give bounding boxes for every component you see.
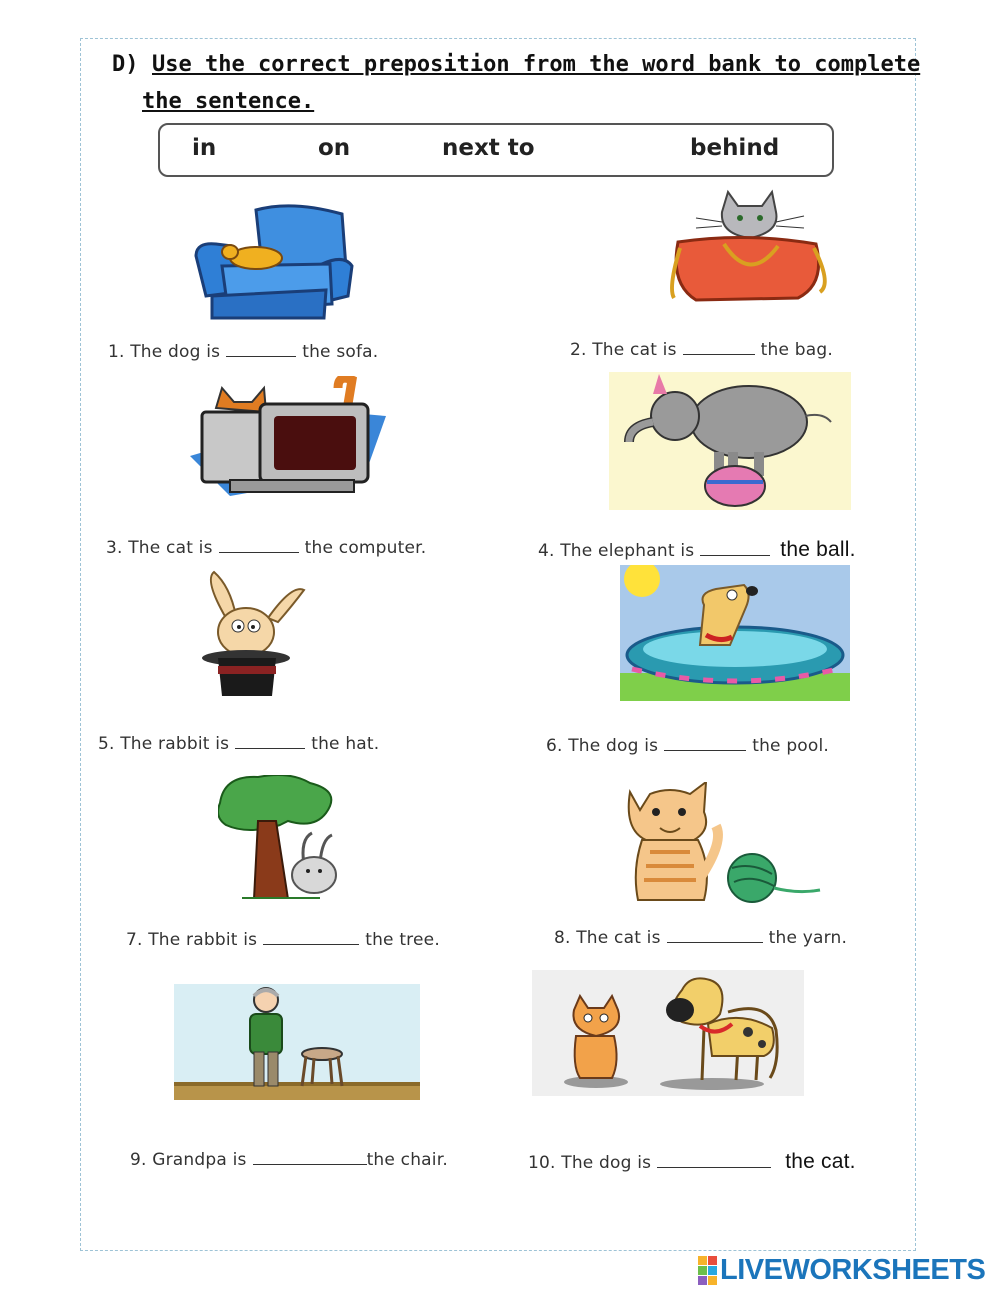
rabbit-hat-image: [196, 570, 308, 702]
brand-name: LIVEWORKSHEETS: [720, 1253, 986, 1286]
word-bank-in: in: [192, 135, 217, 161]
question-6-blank[interactable]: [664, 736, 746, 751]
question-4-blank[interactable]: [700, 541, 770, 556]
question-1-end: the sofa.: [302, 342, 379, 362]
question-10-blank[interactable]: [657, 1153, 771, 1168]
rabbit-tree-image: [218, 775, 346, 899]
question-2: [570, 340, 833, 360]
sofa-dog-image: [192, 200, 357, 322]
word-bank-behind: behind: [690, 135, 780, 161]
instructions-line-1: Use the correct preposition from the word bank to complete: [152, 52, 921, 77]
word-bank: [158, 123, 834, 177]
question-8-blank[interactable]: [667, 928, 763, 943]
question-3: [106, 538, 426, 558]
liveworksheets-logo[interactable]: [698, 1254, 985, 1286]
question-6-text: 6. The dog is: [546, 736, 659, 756]
section-letter: D): [112, 52, 139, 77]
question-1-blank[interactable]: [226, 342, 296, 357]
question-10-end: the cat.: [785, 1150, 856, 1173]
question-9-text: 9. Grandpa is: [130, 1150, 247, 1170]
question-10-text: 10. The dog is: [528, 1153, 652, 1173]
question-5: [98, 734, 379, 754]
question-8-text: 8. The cat is: [554, 928, 661, 948]
question-3-end: the computer.: [304, 538, 427, 558]
question-1-text: 1. The dog is: [108, 342, 221, 362]
question-7-text: 7. The rabbit is: [126, 930, 258, 950]
question-8-end: the yarn.: [768, 928, 848, 948]
question-4: [538, 538, 856, 562]
question-4-text: 4. The elephant is: [538, 541, 695, 561]
question-4-end: the ball.: [780, 538, 856, 561]
question-6: [546, 736, 829, 756]
question-8: [554, 928, 847, 948]
question-5-text: 5. The rabbit is: [98, 734, 230, 754]
instructions-line-2: the sentence.: [142, 89, 315, 114]
question-2-text: 2. The cat is: [570, 340, 677, 360]
cat-yarn-image: [620, 782, 822, 906]
question-7: [126, 930, 440, 950]
question-9-end: the chair.: [366, 1150, 448, 1170]
word-bank-next-to: next to: [442, 135, 535, 161]
question-7-blank[interactable]: [263, 930, 359, 945]
grandpa-chair-image: [174, 984, 420, 1100]
question-9-blank[interactable]: [253, 1150, 367, 1165]
question-5-blank[interactable]: [235, 734, 305, 749]
question-7-end: the tree.: [365, 930, 440, 950]
question-3-blank[interactable]: [219, 538, 299, 553]
word-bank-on: on: [318, 135, 351, 161]
question-5-end: the hat.: [311, 734, 380, 754]
dog-cat-image: [532, 970, 804, 1096]
dog-pool-image: [620, 565, 850, 701]
question-1: [108, 342, 378, 362]
question-2-blank[interactable]: [683, 340, 755, 355]
cat-bag-image: [666, 188, 831, 308]
logo-blocks-icon: [698, 1256, 717, 1285]
question-2-end: the bag.: [760, 340, 833, 360]
elephant-ball-image: [609, 372, 851, 510]
question-9: [130, 1150, 448, 1170]
question-10: [528, 1150, 856, 1174]
cat-computer-image: [190, 376, 386, 496]
question-6-end: the pool.: [752, 736, 830, 756]
question-3-text: 3. The cat is: [106, 538, 213, 558]
